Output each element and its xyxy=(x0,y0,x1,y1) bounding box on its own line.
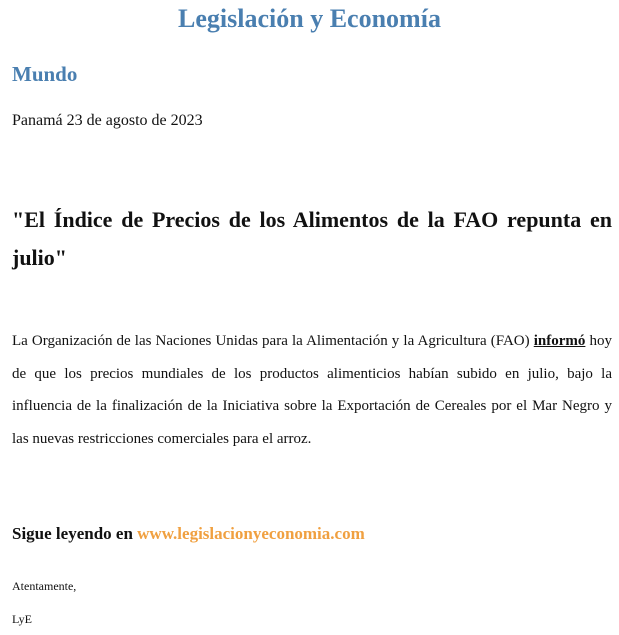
read-more-prefix: Sigue leyendo en xyxy=(12,524,138,543)
read-more-line xyxy=(12,523,365,545)
signature: LyE xyxy=(12,612,32,626)
website-link[interactable]: www.legislacionyeconomia.com xyxy=(137,524,365,543)
article-body-intro: La Organización de las Naciones Unidas para la Alimentación y la Agricultura (FAO) xyxy=(12,333,534,349)
section-label: Mundo xyxy=(12,62,78,86)
article-headline: "El Índice de Precios de los Alimentos de la FAO repunta en julio" xyxy=(12,207,612,270)
dateline: Panamá 23 de agosto de 2023 xyxy=(12,112,203,129)
article-body-rest: hoy de que los precios mundiales de los productos alimenticios habían subido en julio, bajo la influencia de la finalización de la Iniciativa sobre la Exportación de Cereales por el Mar Negro y las nuevas restricciones comerciales para el arroz. xyxy=(12,333,613,447)
signoff: Atentamente, xyxy=(12,579,77,593)
masthead-title: Legislación y Economía xyxy=(178,4,441,33)
article-body xyxy=(12,325,612,455)
informo-link[interactable]: informó xyxy=(533,333,586,349)
